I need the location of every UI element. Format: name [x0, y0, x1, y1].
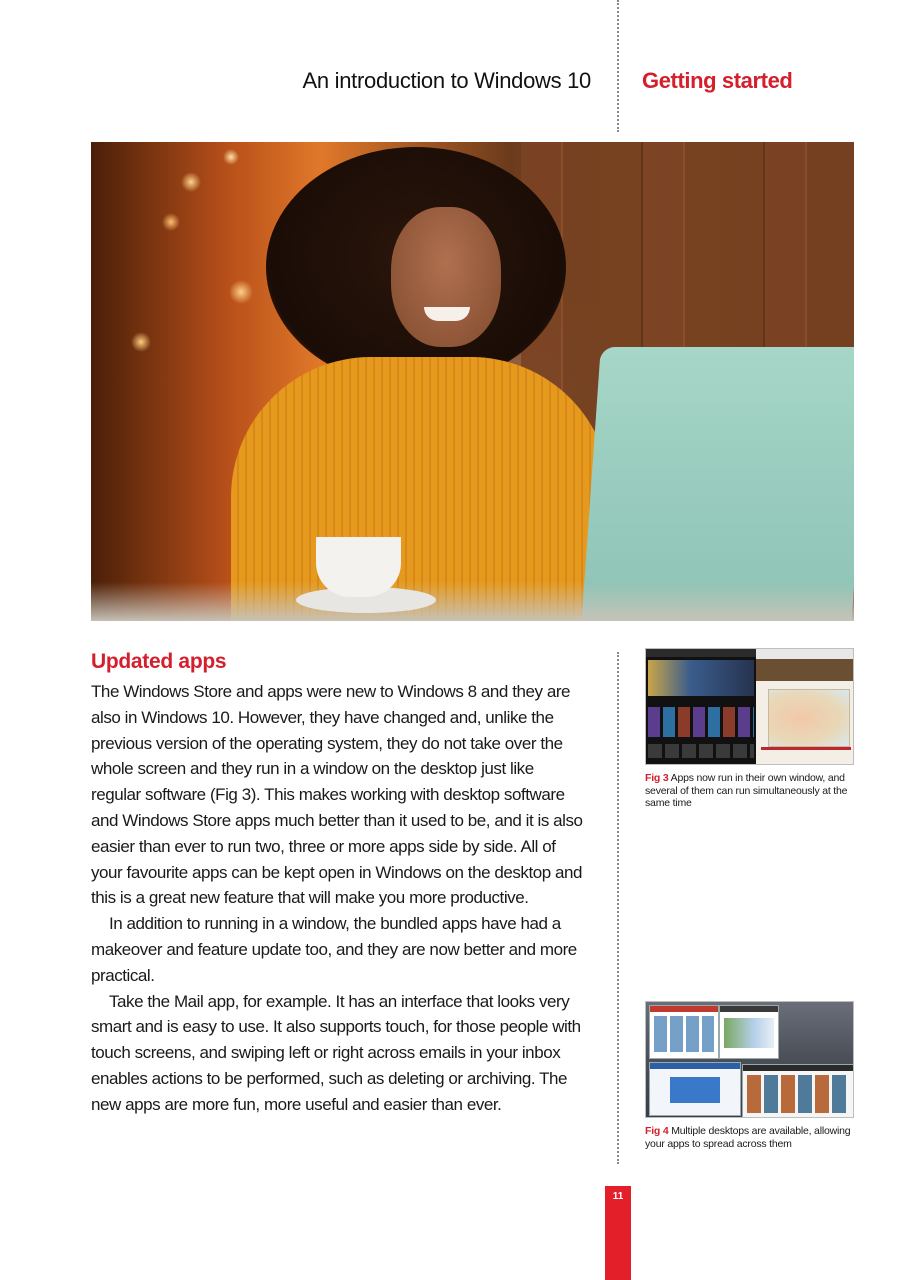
running-title: An introduction to Windows 10 — [302, 68, 591, 93]
fig4-caption — [645, 1125, 854, 1150]
page-number: 11 — [612, 1191, 624, 1202]
paragraph: In addition to running in a window, the bundled apps have had a makeover and feature update too, and they are now better and more practical. — [91, 914, 577, 985]
figure-4 — [645, 1001, 854, 1150]
section-heading: Updated apps — [91, 650, 227, 673]
hero-photo — [91, 142, 854, 621]
sidebar-divider — [617, 652, 619, 1164]
fig3-screenshot — [645, 648, 854, 765]
section-title: Getting started — [642, 68, 793, 93]
paragraph: Take the Mail app, for example. It has an interface that looks very smart and is easy to use. It also supports touch, for those people with touch screens, and swiping left or right across emails in your inbox enables actions to be performed, such as deleting or archiving. The new apps are more fun, more useful and easier than ever. — [91, 991, 581, 1114]
laptop-illustration — [581, 347, 854, 621]
coffee-cup-illustration — [316, 537, 401, 597]
article-body — [91, 679, 583, 1118]
fig3-label: Fig 3 — [645, 772, 669, 784]
fig3-caption-text: Apps now run in their own window, and several of them can run simultaneously at the same time — [645, 772, 848, 809]
fig4-screenshot — [645, 1001, 854, 1118]
paragraph: The Windows Store and apps were new to Windows 8 and they are also in Windows 10. However, they have changed and, unlike the previous version of the operating system, they do not take over the whole screen and they run in a window on the desktop just like regular software (Fig 3). This makes working with desktop software and Windows Store apps much better than it used to be, and it is also easier than ever to run two, three or more apps side by side. All of your favourite apps can be kept open in Windows on the desktop and this is a great new feature that will make you more productive. — [91, 682, 583, 908]
fig4-caption-text: Multiple desktops are available, allowing your apps to spread across them — [645, 1125, 851, 1150]
header-divider — [617, 0, 619, 132]
figure-3 — [645, 648, 854, 810]
fig4-label: Fig 4 — [645, 1125, 669, 1137]
fig3-caption — [645, 772, 854, 810]
